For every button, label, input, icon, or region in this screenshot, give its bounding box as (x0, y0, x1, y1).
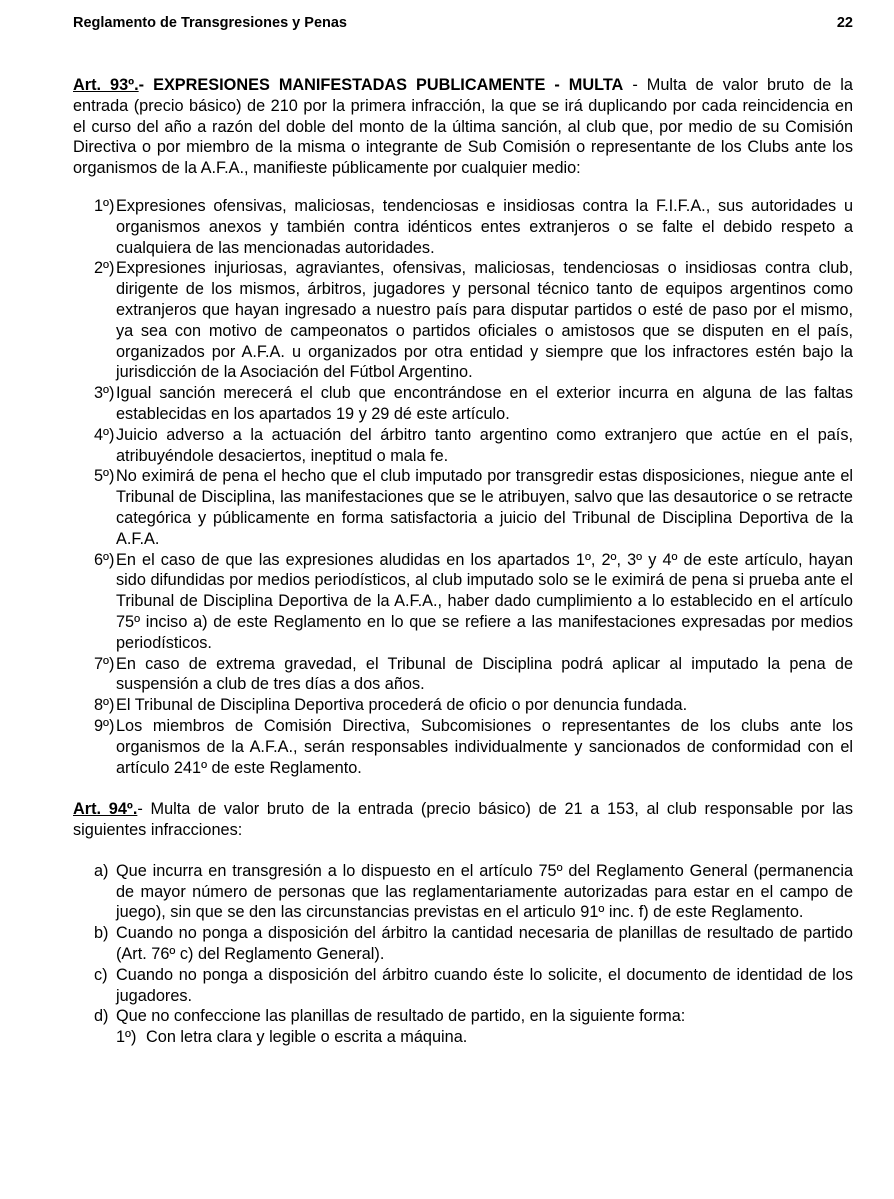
item-text: Los miembros de Comisión Directiva, Subcomisiones o representantes de los clubs ante los organismos de la A.F.A., serán responsables individualmente y sancionados de conformidad con el artículo 241º de este Reglamento. (116, 716, 853, 777)
art94-intro: - Multa de valor bruto de la entrada (precio básico) de 21 a 153, al club responsable por las siguientes infracciones: (73, 800, 853, 840)
sub-item-marker: 1º) (116, 1028, 137, 1047)
item-text: Expresiones injuriosas, agraviantes, ofensivas, maliciosas, tendenciosas o insidiosas contra club, dirigente de los mismos, árbitros, jugadores y personal técnico tanto de equipos argentinos como extranjeros que hayan ingresado a nuestro país para disputar partidos o esté de paso por el mismo, ya sea con motivo de campeonatos o partidos oficiales o amistosos que se disputen en el país, organizados por A.F.A. u organizados por otra entidad y siempre que los infractores estén bajo la jurisdicción de la Asociación del Fútbol Argentino. (116, 259, 853, 382)
page-number: 22 (836, 15, 853, 31)
item-text: Que incurra en transgresión a lo dispuesto en el artículo 75º del Reglamento General (permanencia de mayor número de personas que las reglamentariamente autorizadas para estar en el campo de juego), sin que se den las circunstancias previstas en el articulo 91º inc. f) de este Reglamento. (116, 861, 853, 922)
item-marker: 5º) (94, 467, 115, 486)
item-marker: 2º) (94, 259, 115, 278)
item-text: Que no confeccione las planillas de resultado de partido, en la siguiente forma: (116, 1007, 686, 1026)
item-marker: a) (94, 861, 109, 880)
item-text: No eximirá de pena el hecho que el club imputado por transgredir estas disposiciones, niegue ante el Tribunal de Disciplina, las manifestaciones que se le atribuyen, salvo que las desautorice o se retracte categórica y públicamente en forma satisfactoria a juicio del Tribunal de Disciplina Deportiva de la A.F.A. (116, 467, 853, 548)
list-item (73, 1006, 853, 1048)
item-marker: d) (94, 1007, 109, 1026)
page-header (73, 14, 853, 32)
art93-dash: - (138, 76, 145, 94)
art93-intro: - Multa de valor bruto de la entrada (precio básico) de 210 por la primera infracción, la que se irá duplicando por cada reincidencia en el curso del año a razón del doble del monto de la última sanción, al club que, por medio de su Comisión Directiva o por miembro de la misma o integrante de Sub Comisión o representante de los Clubs ante los organismos de la A.F.A., manifieste públicamente por cualquier medio: (73, 76, 853, 178)
list-item (73, 425, 853, 467)
item-text: Juicio adverso a la actuación del árbitro tanto argentino como extranjero que actúe en el país, atribuyéndole desaciertos, ineptitud o mala fe. (116, 425, 853, 465)
item-marker: 8º) (94, 696, 115, 715)
list-item (73, 466, 853, 549)
art93-label: Art. 93º. (73, 76, 139, 94)
item-text: En el caso de que las expresiones aludidas en los apartados 1º, 2º, 3º y 4º de este artículo, hayan sido difundidas por medios periodísticos, al club imputado solo se le eximirá de pena si prueba ante el Tribunal de Disciplina Deportiva de la A.F.A., haber dado cumplimiento a lo establecido en el artículo 75º inciso a) de este Reglamento en lo que se refiere a las manifestaciones expresadas por medios periodísticos. (116, 550, 853, 652)
page-content (73, 75, 853, 1048)
item-marker: 9º) (94, 716, 115, 735)
art93-paragraph (73, 75, 853, 179)
sub-item-text: Con letra clara y legible o escrita a máquina. (146, 1028, 468, 1047)
item-marker: 1º) (94, 196, 115, 215)
item-marker: 7º) (94, 654, 115, 673)
header-title: Reglamento de Transgresiones y Penas (73, 15, 347, 31)
item-marker: 3º) (94, 384, 115, 403)
item-text: En caso de extrema gravedad, el Tribunal de Disciplina podrá aplicar al imputado la pena de suspensión a club de tres días a dos años. (116, 654, 853, 694)
list-item (73, 923, 853, 965)
art93-heading: EXPRESIONES MANIFESTADAS PUBLICAMENTE - MULTA (144, 76, 624, 94)
item-text: Igual sanción merecerá el club que encontrándose en el exterior incurra en alguna de las faltas establecidas en los apartados 19 y 29 dé este artículo. (116, 384, 853, 423)
item-marker: c) (94, 965, 108, 984)
item-text: Expresiones ofensivas, maliciosas, tendenciosas e insidiosas contra la F.I.F.A., sus autoridades u organismos anexos y también contra idénticos entes extranjeros o se falte el debido respeto a cualquiera de las mencionadas autoridades. (116, 196, 853, 257)
art94-label: Art. 94º. (73, 800, 138, 819)
list-item (73, 550, 853, 654)
list-item (73, 716, 853, 778)
list-item (73, 695, 853, 716)
list-item (73, 258, 853, 383)
item-marker: 4º) (94, 425, 115, 444)
list-item (73, 861, 853, 923)
sub-item (116, 1027, 853, 1048)
item-text: Cuando no ponga a disposición del árbitro cuando éste lo solicite, el documento de identidad de los jugadores. (116, 965, 853, 1005)
art93-list (73, 196, 853, 778)
item-marker: 6º) (94, 550, 115, 569)
item-text: El Tribunal de Disciplina Deportiva procederá de oficio o por denuncia fundada. (116, 696, 688, 715)
item-text: Cuando no ponga a disposición del árbitro la cantidad necesaria de planillas de resultado de partido (Art. 76º c) del Reglamento General). (116, 924, 853, 964)
list-item (73, 654, 853, 696)
list-item (73, 196, 853, 258)
art94-paragraph (73, 799, 853, 841)
item-marker: b) (94, 924, 109, 943)
art94-list (73, 861, 853, 1048)
list-item (73, 383, 853, 425)
list-item (73, 965, 853, 1007)
